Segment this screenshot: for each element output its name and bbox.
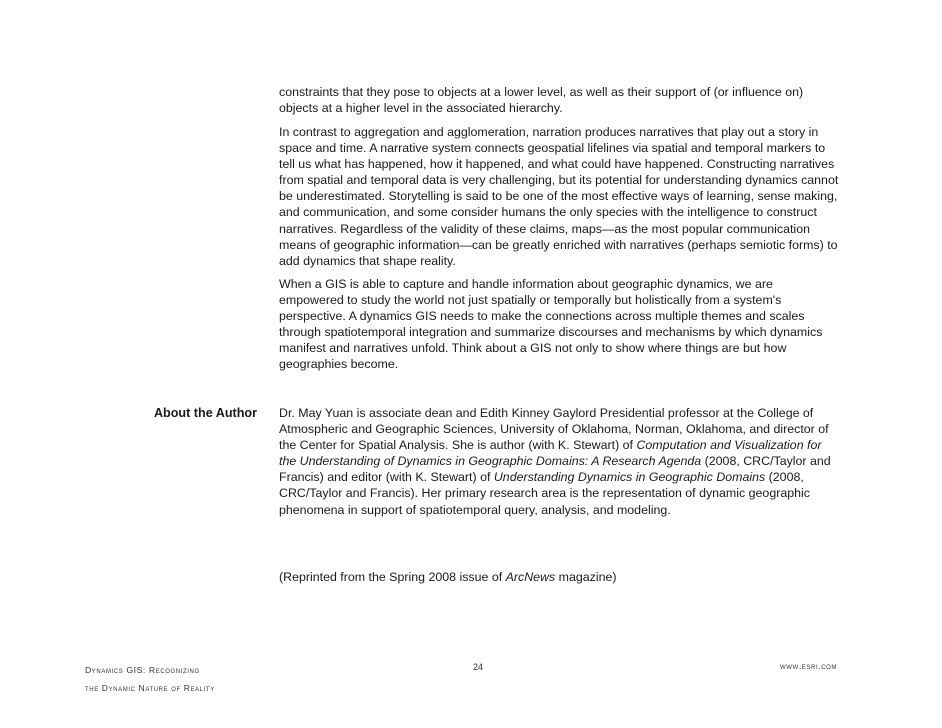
- author-bio-text-2: (2008, CRC/Taylor and Francis) and editor (with K. Stewart) of: [279, 454, 831, 485]
- body-paragraph-2: In contrast to aggregation and agglomeration, narration produces narratives that play out a story in space and time. A narrative system connects geospatial lifelines via spatial and temporal markers to tell us what has happened, how it happened, and what could have happened. Constructing narratives from spatial and temporal data is very challenging, but its potential for understanding dynamics cannot be underestimated. Storytelling is said to be one of the most effective ways of learning, sense making, and communication, and some consider humans the only species with the intelligence to construct narratives. Regardless of the validity of these claims, maps—as the most popular communication means of geographic information—can be greatly enriched with narratives (perhaps semiotic forms) to add dynamics that shape reality.: [279, 125, 839, 268]
- footer-title-line-1: Dynamics GIS: Recognizing: [85, 665, 200, 675]
- about-author-heading: About the Author: [153, 406, 257, 420]
- body-paragraph-3: When a GIS is able to capture and handle information about geographic dynamics, we are empowered to study the world not just spatially or temporally but holistically from a system's perspective. A dynamics GIS needs to make the connections across multiple themes and scales through spatiotemporal integration and summarize discourses and mechanisms by which dynamics manifest and narratives unfold. Think about a GIS not only to show where things are but how geographies become.: [279, 277, 823, 372]
- footer-title-line-2: the Dynamic Nature of Reality: [85, 683, 215, 693]
- reprint-text-after: magazine): [555, 570, 617, 584]
- author-bio: [279, 405, 839, 518]
- body-paragraph-1: constraints that they pose to objects at a lower level, as well as their support of (or influence on) objects at a higher level in the associated hierarchy.: [279, 85, 804, 116]
- reprint-note: [279, 569, 839, 585]
- page-number: 24: [473, 662, 484, 672]
- author-book-title-2: Understanding Dynamics in Geographic Domains: [493, 470, 766, 485]
- footer-book-title: [85, 661, 215, 697]
- footer-url: www.esri.com: [780, 661, 837, 671]
- author-bio-text-1: Dr. May Yuan is associate dean and Edith Kinney Gaylord Presidential professor at the College of Atmospheric and Geographic Sciences, University of Oklahoma, Norman, Oklahoma, and director of the Center for Spatial Analysis. She is author (with K. Stewart) of: [279, 406, 829, 453]
- reprint-magazine-title: ArcNews: [505, 570, 556, 584]
- author-book-title-1: Computation and Visualization for the Understanding of Dynamics in Geographic Domains: A Research Agenda: [279, 438, 822, 469]
- reprint-text-before: (Reprinted from the Spring 2008 issue of: [279, 570, 506, 584]
- author-bio-text-3: (2008, CRC/Taylor and Francis). Her primary research area is the representation of dynamic geographic phenomena in support of spatiotemporal query, analysis, and modeling.: [279, 470, 810, 517]
